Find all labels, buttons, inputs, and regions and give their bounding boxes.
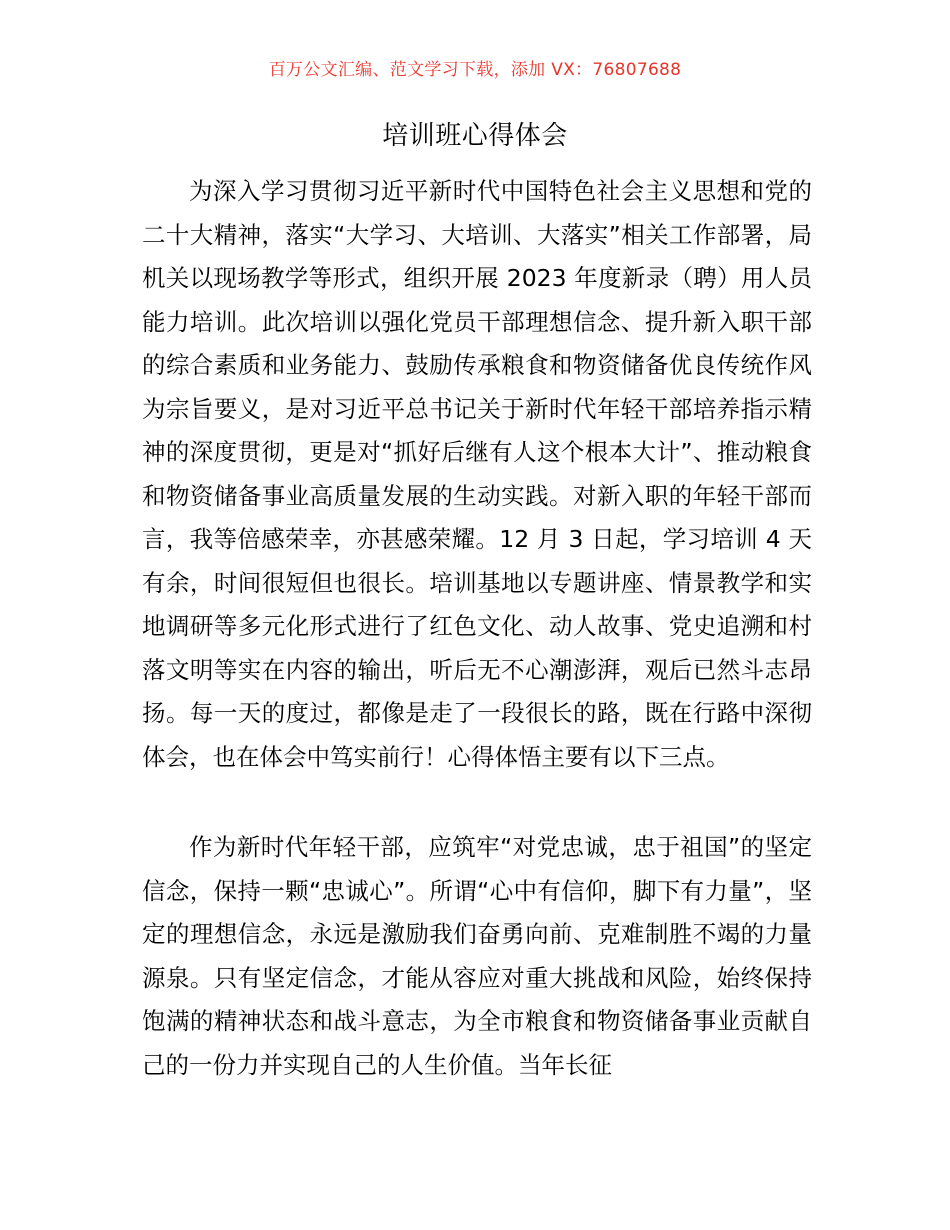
page-title: 培训班心得体会 <box>382 121 568 151</box>
body-paragraph-1: 为深入学习贯彻习近平新时代中国特色社会主义思想和党的二十大精神，落实“大学习、大培训、大落实”相关工作部署，局机关以现场教学等形式，组织开展 2023 年度新录（聘）用人员能力培训。此次培训以强化党员干部理想信念、提升新入职干部的综合素质和业务能力、鼓励传承粮食和物资储备优良传统作风为宗旨要义，是对习近平总书记关于新时代年轻干部培养指示精神的深度贯彻，更是对“抓好后继有人这个根本大计”、推动粮食和物资储备事业高质量发展的生动实践。对新入职的年轻干部而言，我等倍感荣幸，亦甚感荣耀。12 月 3 日起，学习培训 4 天有余，时间很短但也很长。培训基地以专题讲座、情景教学和实地调研等多元化形式进行了红色文化、动人故事、党史追溯和村落文明等实在内容的输出，听后无不心潮澎湃，观后已然斗志昂扬。每一天的度过，都像是走了一段很长的路，既在行路中深彻体会，也在体会中笃实前行！心得体悟主要有以下三点。 <box>142 177 812 771</box>
promo-header: 百万公文汇编、范文学习下载，添加 VX：76807688 <box>268 60 682 80</box>
body-paragraph-2: 作为新时代年轻干部，应筑牢“对党忠诚，忠于祖国”的坚定信念，保持一颗“忠诚心”。所谓“心中有信仰，脚下有力量”，坚定的理想信念，永远是激励我们奋勇向前、克难制胜不竭的力量源泉。只有坚定信念，才能从容应对重大挑战和风险，始终保持饱满的精神状态和战斗意志，为全市粮食和物资储备事业贡献自己的一份力并实现自己的人生价值。当年长征 <box>142 833 812 1079</box>
